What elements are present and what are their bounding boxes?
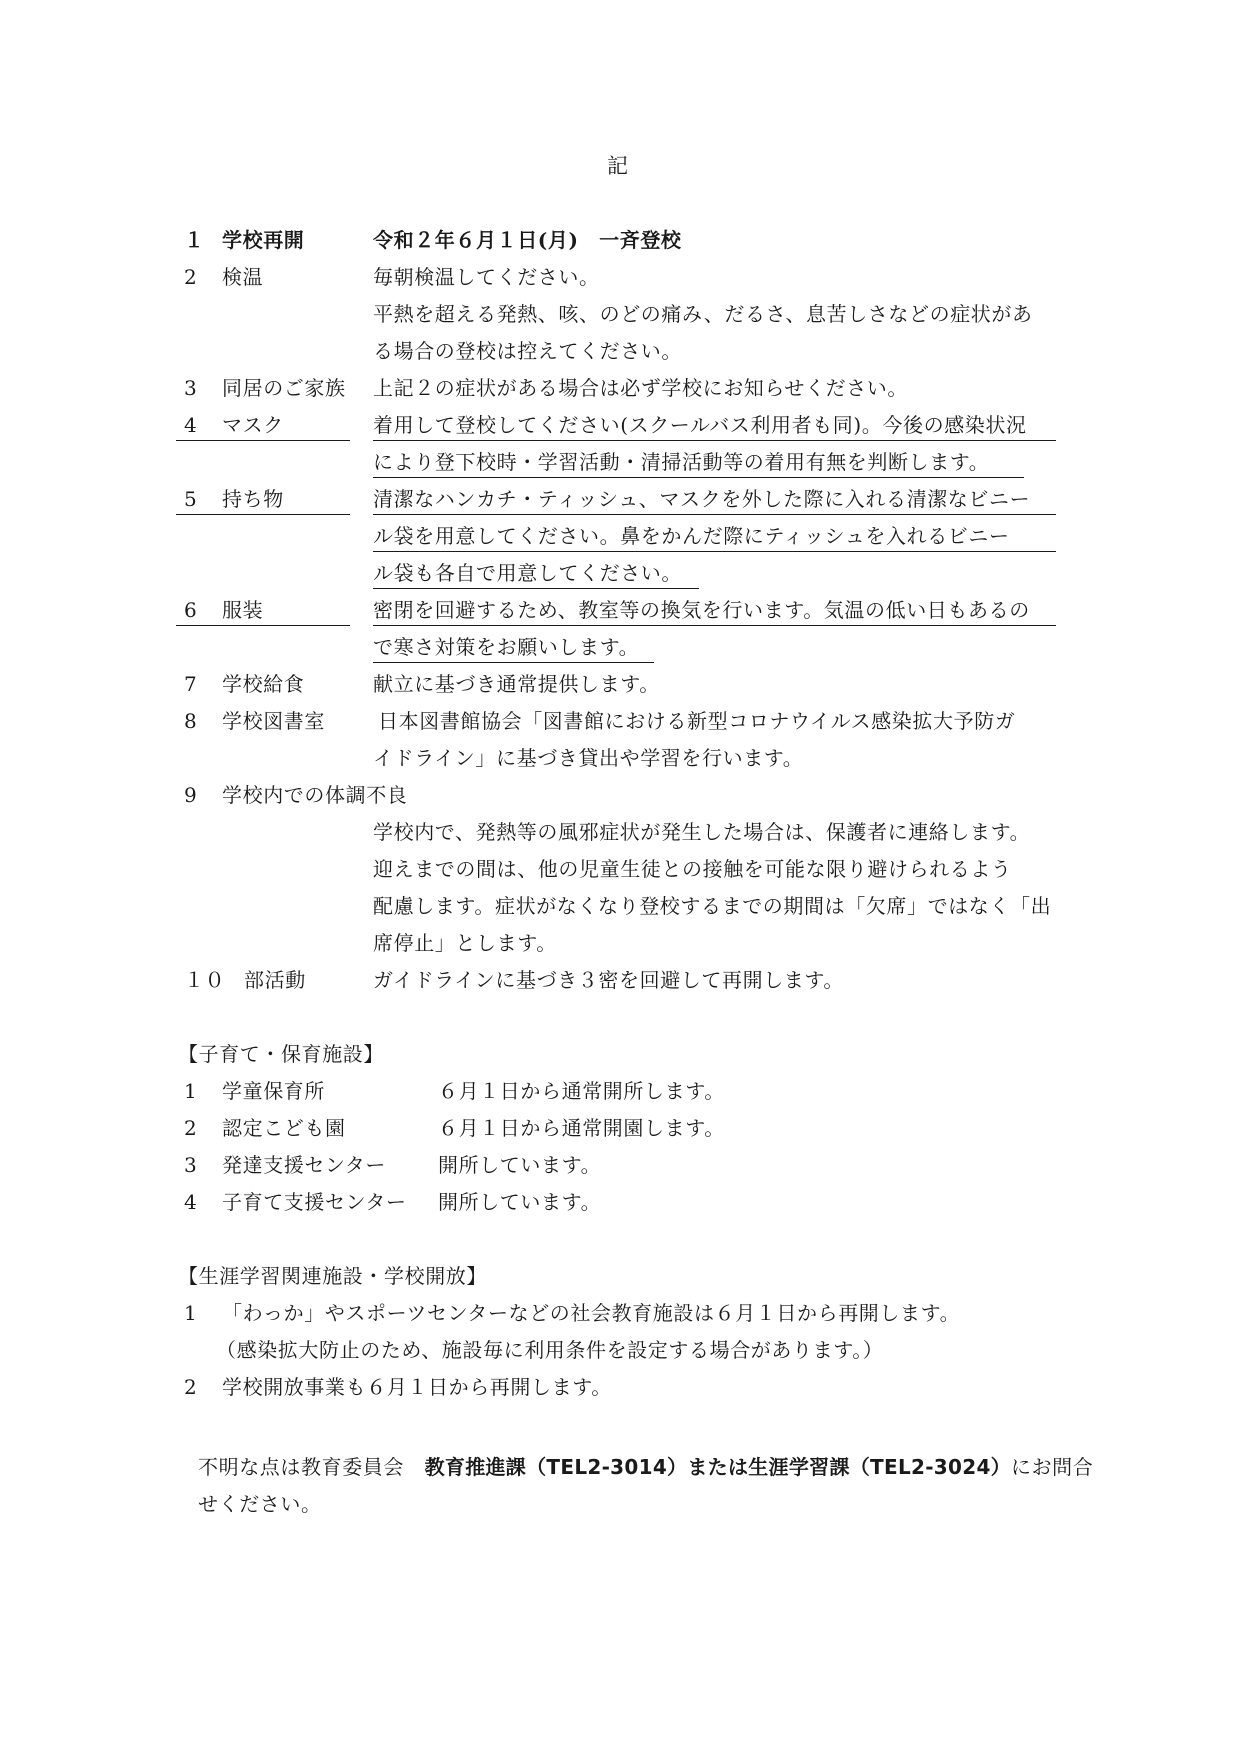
document-title: 記 — [607, 154, 628, 178]
item-number: 7 — [184, 672, 198, 696]
item-text: ６月１日から通常開所します。 — [438, 1079, 725, 1103]
item-number: 3 — [184, 1153, 198, 1177]
item-text: ル袋も各自で用意してください。 — [373, 561, 682, 585]
item-number: １ — [184, 228, 205, 252]
item-label: 学校給食 — [222, 672, 305, 696]
item-number: 2 — [184, 1116, 198, 1140]
section-heading: 【子育て・保育施設】 — [178, 1042, 384, 1066]
item-label: 学校内での体調不良 — [222, 783, 408, 807]
item-number: 1 — [184, 1079, 198, 1103]
item-number: 4 — [184, 1190, 198, 1214]
item-label: 服装 — [222, 598, 264, 622]
item-text: （感染拡大防止のため、施設毎に利用条件を設定する場合があります。） — [216, 1338, 884, 1362]
item-label: 発達支援センター — [222, 1153, 386, 1177]
item-label: 学校再開 — [222, 228, 305, 252]
item-number: 5 — [184, 487, 198, 511]
item-text: ガイドラインに基づき３密を回避して再開します。 — [373, 968, 844, 992]
item-number: 2 — [184, 1375, 198, 1399]
text-underline — [373, 440, 1056, 441]
item-text: 清潔なハンカチ・ティッシュ、マスクを外した際に入れる清潔なビニー — [373, 487, 1031, 511]
item-text: により登下校時・学習活動・清掃活動等の着用有無を判断します。 — [373, 450, 990, 474]
item-text: 学校開放事業も６月１日から再開します。 — [222, 1375, 612, 1399]
item-text: 献立に基づき通常提供します。 — [373, 672, 660, 696]
item-label: 検温 — [222, 265, 264, 289]
item-text: 上記２の症状がある場合は必ず学校にお知らせください。 — [373, 376, 908, 400]
label-underline — [176, 440, 350, 441]
item-text: 日本図書館協会「図書館における新型コロナウイルス感染拡大予防ガ — [378, 709, 1016, 733]
text-underline — [373, 477, 1024, 478]
item-text: イドライン」に基づき貸出や学習を行います。 — [373, 746, 804, 770]
item-text: 着用して登校してください(スクールバス利用者も同)。今後の感染状況 — [373, 413, 1027, 437]
item-text: 開所しています。 — [438, 1153, 602, 1177]
item-label: 同居のご家族 — [222, 376, 346, 400]
item-number: 1 — [184, 1301, 198, 1325]
section-heading: 【生涯学習関連施設・学校開放】 — [178, 1264, 487, 1288]
item-text: 開所しています。 — [438, 1190, 602, 1214]
item-number: 6 — [184, 598, 198, 622]
item-number: 4 — [184, 413, 198, 437]
item-text: 「わっか」やスポーツセンターなどの社会教育施設は６月１日から再開します。 — [222, 1301, 961, 1325]
item-text: 迎えまでの間は、他の児童生徒との接触を可能な限り避けられるよう — [373, 857, 1012, 881]
item-text: ６月１日から通常開園します。 — [438, 1116, 725, 1140]
text-underline — [373, 588, 699, 589]
item-label: 部活動 — [244, 968, 306, 992]
text-underline — [373, 514, 1056, 515]
item-label: 学校図書室 — [222, 709, 325, 733]
item-text: 配慮します。症状がなくなり登校するまでの期間は「欠席」ではなく「出 — [373, 894, 1052, 918]
item-text: で寒さ対策をお願いします。 — [373, 635, 640, 659]
contact-line-2: せください。 — [198, 1492, 322, 1516]
contact-line-1 — [198, 1453, 1093, 1481]
item-text: 平熱を超える発熱、咳、のどの痛み、だるさ、息苦しさなどの症状があ — [373, 302, 1033, 326]
item-text: ル袋を用意してください。鼻をかんだ際にティッシュを入れるビニー — [373, 524, 1010, 548]
item-text: 密閉を回避するため、教室等の換気を行います。気温の低い日もあるの — [373, 598, 1030, 622]
item-text: 令和２年６月１日(月) 一斉登校 — [373, 228, 682, 252]
item-label: 子育て支援センター — [222, 1190, 407, 1214]
text-underline — [373, 625, 1056, 626]
text-underline — [373, 551, 1056, 552]
item-text: 席停止」とします。 — [373, 931, 557, 955]
item-number: 9 — [184, 783, 198, 807]
item-label: 認定こども園 — [222, 1116, 346, 1140]
item-number: 3 — [184, 376, 198, 400]
contact-departments: 教育推進課（TEL2-3014）または生涯学習課（TEL2-3024） — [424, 1455, 1011, 1479]
item-number: 2 — [184, 265, 198, 289]
item-text: 学校内で、発熱等の風邪症状が発生した場合は、保護者に連絡します。 — [373, 820, 1031, 844]
item-number: １０ — [184, 968, 226, 992]
item-label: 持ち物 — [222, 487, 284, 511]
label-underline — [176, 514, 350, 515]
item-number: 8 — [184, 709, 198, 733]
item-text: る場合の登校は控えてください。 — [373, 339, 682, 363]
item-label: マスク — [222, 413, 284, 437]
label-underline — [176, 625, 350, 626]
text-underline — [373, 662, 654, 663]
item-label: 学童保育所 — [222, 1079, 325, 1103]
contact-prefix: 不明な点は教育委員会 — [198, 1455, 425, 1479]
contact-suffix: にお問合 — [1010, 1455, 1094, 1479]
item-text: 毎朝検温してください。 — [373, 265, 600, 289]
